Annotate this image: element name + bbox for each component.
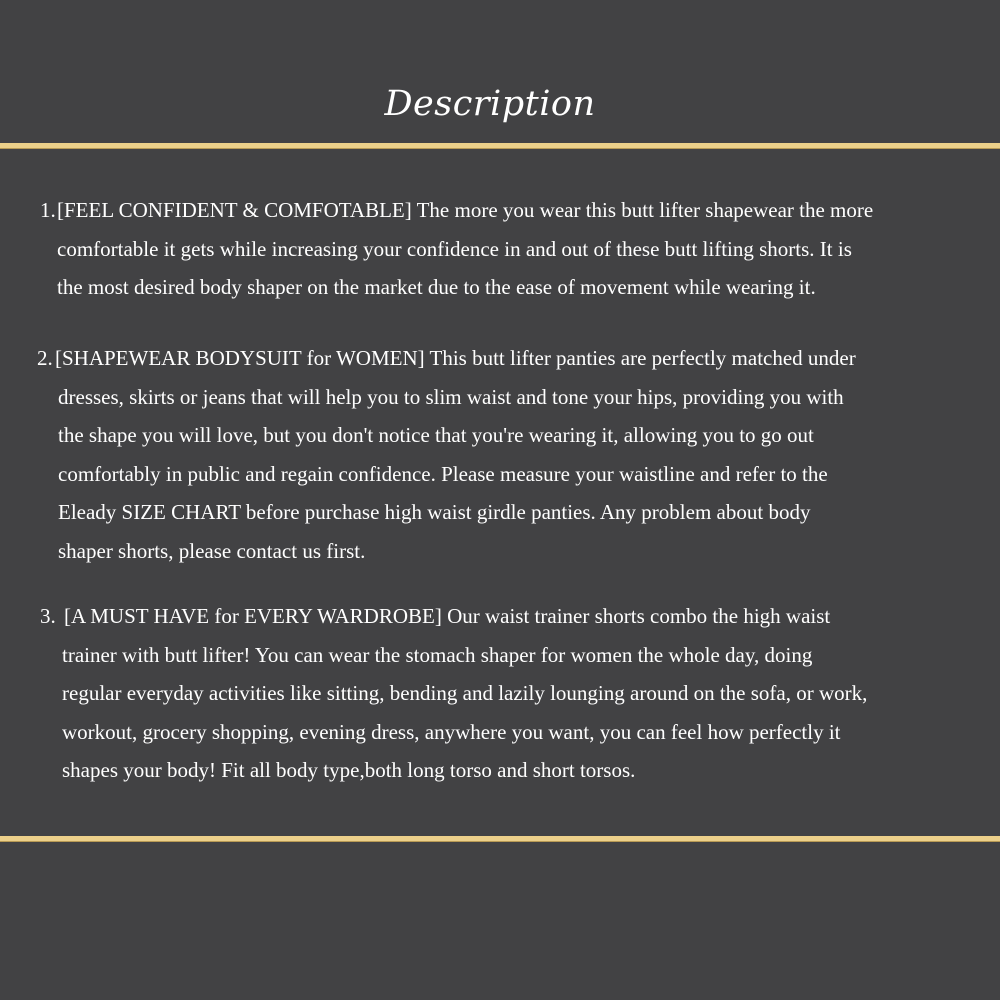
item-text-line: regular everyday activities like sitting, bending and lazily lounging around on the sofa, or work,: [62, 681, 868, 705]
item-text-line: the shape you will love, but you don't notice that you're wearing it, allowing you to go out: [58, 423, 814, 447]
top-divider: [0, 143, 1000, 148]
item-text-line: workout, grocery shopping, evening dress, anywhere you want, you can feel how perfectly it: [62, 719, 841, 744]
item-text-line: comfortable it gets while increasing your confidence in and out of these butt lifting shorts. It is: [57, 236, 852, 261]
item-text-line: trainer with butt lifter! You can wear the stomach shaper for women the whole day, doing: [62, 642, 813, 667]
item-text-line: [A MUST HAVE for EVERY WARDROBE] Our waist trainer shorts combo the high waist: [64, 604, 831, 628]
item-text-line: comfortably in public and regain confidence. Please measure your waistline and refer to the: [58, 461, 828, 486]
page-title: Description: [384, 84, 596, 124]
list-item: [37, 339, 985, 570]
list-item: [40, 597, 985, 790]
item-number: 1.: [40, 198, 56, 222]
item-text-line: dresses, skirts or jeans that will help you to slim waist and tone your hips, providing you with: [58, 384, 844, 409]
bottom-divider: [0, 836, 1000, 841]
item-text-line: shapes your body! Fit all body type,both long torso and short torsos.: [62, 758, 636, 782]
item-number: 3.: [40, 604, 56, 628]
item-text-line: Eleady SIZE CHART before purchase high waist girdle panties. Any problem about body: [58, 500, 811, 524]
item-text-line: [SHAPEWEAR BODYSUIT for WOMEN] This butt lifter panties are perfectly matched under: [55, 346, 856, 370]
item-text-line: shaper shorts, please contact us first.: [58, 538, 366, 563]
item-text-line: the most desired body shaper on the market due to the ease of movement while wearing it.: [57, 275, 816, 299]
item-number: 2.: [37, 346, 53, 370]
list-item: [40, 191, 987, 307]
item-text-line: [FEEL CONFIDENT & COMFOTABLE] The more you wear this butt lifter shapewear the more: [57, 198, 874, 222]
